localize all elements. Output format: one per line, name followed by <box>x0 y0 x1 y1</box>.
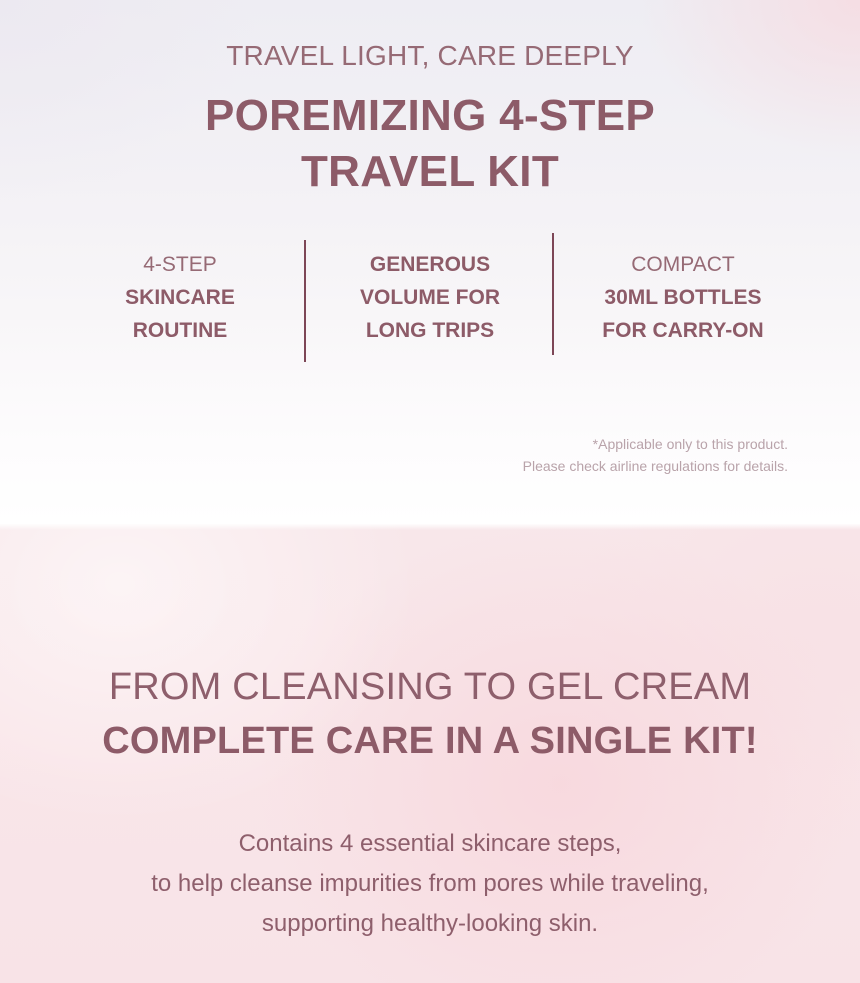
feature-divider <box>304 240 306 362</box>
headline-line-1: POREMIZING 4-STEP <box>204 91 656 140</box>
hero-headline <box>0 88 860 200</box>
feature-divider <box>552 233 554 355</box>
section-title-bold: COMPLETE CARE IN A SINGLE KIT! <box>102 720 758 762</box>
feature-label-bold: GENEROUS <box>369 253 491 276</box>
hero-eyebrow: TRAVEL LIGHT, CARE DEEPLY <box>226 40 634 71</box>
feature-label-light: 4-STEP <box>143 253 217 276</box>
feature-label-light: COMPACT <box>631 253 735 276</box>
headline-line-2: TRAVEL KIT <box>300 147 560 196</box>
description-line-3: supporting healthy-looking skin. <box>261 910 599 937</box>
feature-label-bold: VOLUME FOR <box>360 286 500 309</box>
disclaimer-note <box>523 433 788 477</box>
feature-label-bold: SKINCARE <box>125 286 235 309</box>
disclaimer-line-1: *Applicable only to this product. <box>592 436 788 452</box>
description-line-1: Contains 4 essential skincare steps, <box>238 830 622 857</box>
section-description <box>0 824 860 944</box>
feature-list <box>0 232 860 372</box>
feature-label-bold: 30ML BOTTLES <box>604 286 762 309</box>
disclaimer-line-2: Please check airline regulations for details. <box>522 458 788 474</box>
feature-label-bold: FOR CARRY-ON <box>602 319 764 342</box>
feature-item-compact <box>568 248 798 347</box>
description-line-2: to help cleanse impurities from pores while traveling, <box>151 870 709 897</box>
section-title-light: FROM CLEANSING TO GEL CREAM <box>108 666 752 708</box>
feature-label-bold: LONG TRIPS <box>365 319 495 342</box>
feature-label-bold: ROUTINE <box>132 319 228 342</box>
kit-description-section <box>0 524 860 983</box>
feature-item-routine <box>80 248 280 347</box>
feature-item-volume <box>320 248 540 347</box>
